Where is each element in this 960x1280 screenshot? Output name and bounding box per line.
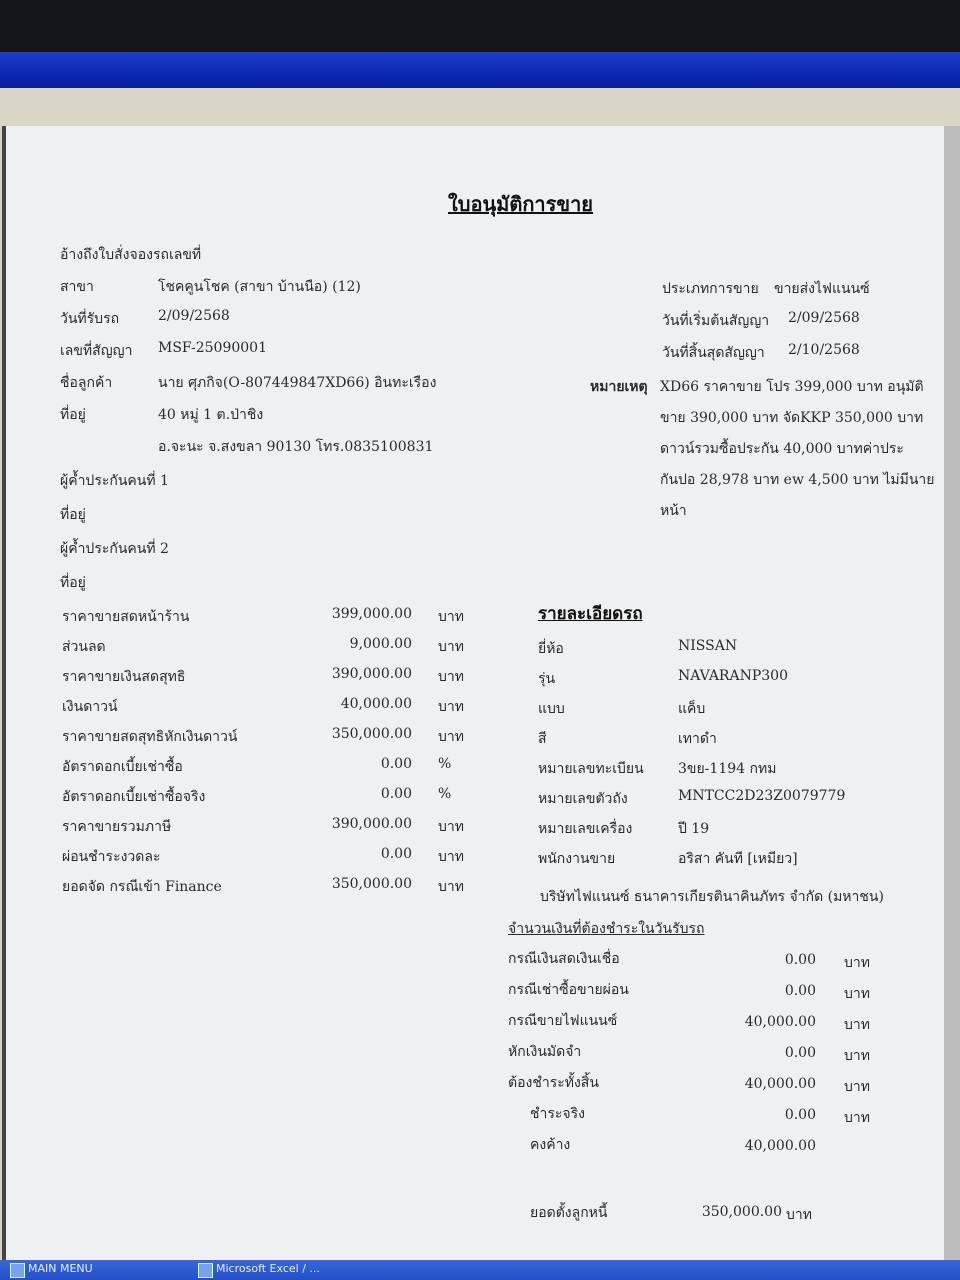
- payment-label: คงค้าง: [530, 1137, 571, 1153]
- car-detail-value: 3ขย-1194 กทม: [678, 761, 777, 777]
- car-detail-value: NISSAN: [678, 638, 738, 654]
- monitor-bezel: [0, 0, 960, 58]
- pricing-unit: %: [438, 756, 452, 772]
- car-detail-value: ปี 19: [678, 821, 710, 837]
- car-detail-label: แบบ: [538, 701, 565, 717]
- payment-unit: บาท: [844, 1079, 870, 1095]
- payment-label: กรณีขายไฟแนนซ์: [508, 1013, 618, 1029]
- taskbar: [0, 1260, 960, 1280]
- pricing-unit: บาท: [438, 729, 464, 745]
- debt-label: ยอดตั้งลูกหนี้: [530, 1205, 608, 1221]
- info-value: นาย ศุภกิจ(O-807449847XD66) อินทะเรือง: [158, 375, 437, 391]
- pricing-label: ราคาขายสดสุทธิหักเงินดาวน์: [62, 729, 238, 745]
- car-detail-label: พนักงานขาย: [538, 851, 616, 867]
- car-detail-value: เทาดำ: [678, 731, 717, 747]
- payment-unit: บาท: [844, 1048, 870, 1064]
- payment-unit: บาท: [844, 986, 870, 1002]
- info-label: ที่อยู่: [60, 407, 86, 423]
- payment-amount: 0.00: [784, 1045, 816, 1061]
- info-value: ขายส่งไฟแนนซ์: [774, 281, 870, 297]
- remark-line: กันปอ 28,978 บาท ew 4,500 บาท ไม่มีนาย: [660, 472, 935, 488]
- payment-header: จำนวนเงินที่ต้องชำระในวันรับรถ: [508, 921, 705, 937]
- pricing-unit: บาท: [438, 699, 464, 715]
- app-icon: [10, 1263, 25, 1278]
- pricing-label: เงินดาวน์: [62, 699, 118, 715]
- payment-unit: บาท: [844, 1017, 870, 1033]
- pricing-amount: 40,000.00: [340, 696, 412, 712]
- info-label: วันที่เริ่มต้นสัญญา: [662, 313, 770, 329]
- car-detail-label: หมายเลขเครื่อง: [538, 821, 633, 837]
- pricing-unit: บาท: [438, 639, 464, 655]
- pricing-label: ผ่อนชำระงวดละ: [62, 849, 161, 865]
- info-value: MSF-25090001: [158, 340, 267, 356]
- payment-amount: 0.00: [784, 1107, 816, 1123]
- car-detail-value: NAVARANP300: [678, 668, 788, 684]
- pricing-amount: 350,000.00: [331, 876, 412, 892]
- remark-label: หมายเหตุ: [590, 379, 648, 395]
- info-label: สาขา: [60, 279, 94, 295]
- pricing-label: ราคาขายเงินสดสุทธิ: [62, 669, 186, 685]
- payment-amount: 0.00: [784, 952, 816, 968]
- guarantor-1-label: ผู้ค้ำประกันคนที่ 1: [60, 473, 169, 489]
- taskbar-item-excel[interactable]: Microsoft Excel / ...: [194, 1262, 320, 1278]
- taskbar-item-main-menu[interactable]: MAIN MENU: [6, 1262, 93, 1278]
- payment-amount: 40,000.00: [744, 1138, 816, 1154]
- remark-line: ดาวน์รวมซื้อประกัน 40,000 บาทค่าประ: [660, 441, 904, 457]
- pricing-unit: บาท: [438, 849, 464, 865]
- payment-label: ชำระจริง: [530, 1106, 585, 1122]
- pricing-unit: บาท: [438, 609, 464, 625]
- report-page: [2, 126, 950, 1262]
- pricing-unit: บาท: [438, 669, 464, 685]
- payment-unit: บาท: [844, 1110, 870, 1126]
- info-value: โชคคูนโชค (สาขา บ้านนือ) (12): [158, 279, 361, 295]
- pricing-amount: 390,000.00: [331, 816, 412, 832]
- pricing-amount: 9,000.00: [349, 636, 412, 652]
- car-detail-label: หมายเลขทะเบียน: [538, 761, 644, 777]
- pricing-amount: 0.00: [380, 786, 412, 802]
- pricing-label: ยอดจัด กรณีเข้า Finance: [62, 879, 222, 895]
- info-label: ประเภทการขาย: [662, 281, 759, 297]
- pricing-amount: 0.00: [380, 846, 412, 862]
- car-detail-label: ยี่ห้อ: [538, 641, 564, 657]
- car-detail-label: หมายเลขตัวถัง: [538, 791, 628, 807]
- pricing-label: อัตราดอกเบี้ยเช่าซื้อจริง: [62, 789, 206, 805]
- pricing-amount: 350,000.00: [331, 726, 412, 742]
- pricing-label: ส่วนลด: [62, 639, 106, 655]
- car-detail-label: สี: [538, 731, 547, 747]
- info-value: 2/10/2568: [788, 342, 860, 358]
- info-label: เลขที่สัญญา: [60, 343, 133, 359]
- info-value: อ.จะนะ จ.สงขลา 90130 โทร.0835100831: [158, 439, 434, 455]
- payment-label: หักเงินมัดจำ: [508, 1044, 582, 1060]
- car-detail-value: MNTCC2D23Z0079779: [678, 788, 846, 804]
- debt-unit: บาท: [786, 1207, 812, 1223]
- pricing-label: ราคาขายรวมภาษี: [62, 819, 172, 835]
- pricing-unit: %: [438, 786, 452, 802]
- payment-amount: 40,000.00: [744, 1014, 816, 1030]
- payment-unit: บาท: [844, 955, 870, 971]
- reference-label: อ้างถึงใบสั่งจองรถเลขที่: [60, 247, 202, 263]
- payment-amount: 0.00: [784, 983, 816, 999]
- window-edge: [944, 126, 960, 1262]
- info-value: 2/09/2568: [158, 308, 230, 324]
- info-value: 40 หมู่ 1 ต.ป่าชิง: [158, 407, 264, 423]
- info-label: วันที่รับรถ: [60, 311, 120, 327]
- guarantor-1-address-label: ที่อยู่: [60, 507, 86, 523]
- car-details-header: รายละเอียดรถ: [538, 604, 643, 624]
- page-title: ใบอนุมัติการขาย: [448, 192, 594, 216]
- pricing-label: อัตราดอกเบี้ยเช่าซื้อ: [62, 759, 183, 775]
- info-value: 2/09/2568: [788, 310, 860, 326]
- car-detail-label: รุ่น: [538, 671, 556, 687]
- car-detail-value: แค็บ: [678, 701, 706, 717]
- pricing-unit: บาท: [438, 819, 464, 835]
- payment-label: กรณีเช่าซื้อขายผ่อน: [508, 982, 629, 998]
- payment-amount: 40,000.00: [744, 1076, 816, 1092]
- info-label: วันที่สิ้นสุดสัญญา: [662, 345, 765, 361]
- pricing-amount: 390,000.00: [331, 666, 412, 682]
- remark-line: XD66 ราคาขาย โปร 399,000 บาท อนุมัติ: [660, 379, 924, 395]
- pricing-unit: บาท: [438, 879, 464, 895]
- remark-line: ขาย 390,000 บาท จัดKKP 350,000 บาท: [660, 410, 924, 426]
- payment-label: ต้องชำระทั้งสิ้น: [508, 1075, 599, 1091]
- guarantor-2-address-label: ที่อยู่: [60, 575, 86, 591]
- window-title-bar: [0, 52, 960, 92]
- pricing-amount: 0.00: [380, 756, 412, 772]
- pricing-amount: 399,000.00: [331, 606, 412, 622]
- payment-label: กรณีเงินสดเงินเชื่อ: [508, 951, 620, 967]
- guarantor-2-label: ผู้ค้ำประกันคนที่ 2: [60, 541, 169, 557]
- debt-amount: 350,000.00: [701, 1204, 782, 1220]
- pricing-label: ราคาขายสดหน้าร้าน: [62, 609, 190, 625]
- remark-line: หน้า: [660, 503, 687, 519]
- finance-company: บริษัทไฟแนนซ์ ธนาคารเกียรตินาคินภัทร จำกัด (มหาชน): [540, 889, 884, 905]
- info-label: ชื่อลูกค้า: [60, 375, 113, 391]
- car-detail-value: อริสา คันที [เหมียว]: [678, 851, 798, 867]
- excel-icon: [198, 1263, 213, 1278]
